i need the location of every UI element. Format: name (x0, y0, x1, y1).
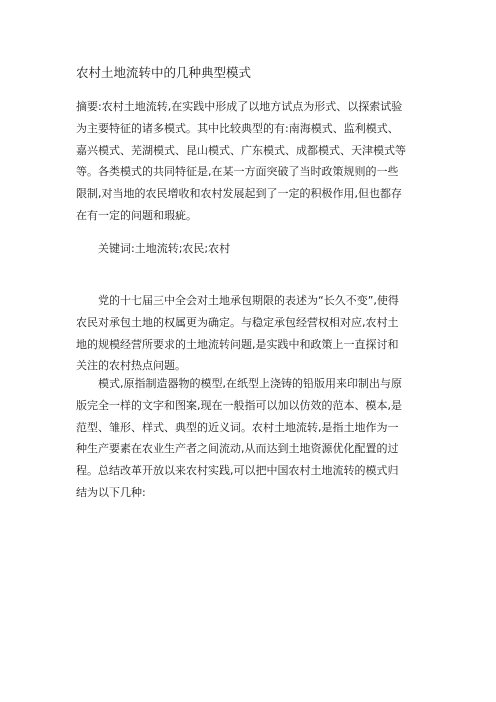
abstract-line: 等。各类模式的共同特征是,在某一方面突破了当时政策规则的一些 (76, 165, 399, 179)
paragraph-line: 党的十七届三中全会对土地承包期限的表述为“长久不变”,使得 (98, 294, 399, 307)
abstract-line: 限制,对当地的农民增收和农村发展起到了一定的积极作用,但也都存 (76, 187, 402, 201)
paragraph-line: 范型、雏形、样式、典型的近义词。农村土地流转,是指土地作为一 (76, 420, 399, 434)
paragraph-line: 种生产要素在农业生产者之间流动,从而达到土地资源优化配置的过 (76, 442, 399, 456)
document-title: 农村土地流转中的几种典型模式 (76, 65, 252, 80)
keywords-line (76, 238, 422, 260)
paragraph-line: 程。总结改革开放以来农村实践,可以把中国农村土地流转的模式归 (76, 464, 399, 478)
paragraph-line: 地的规模经营所要求的土地流转问题,是实践中和政策上一直探讨和 (76, 337, 399, 351)
paragraph-line: 模式,原指制造器物的模型,在纸型上浇铸的铅版用来印制出与原 (98, 377, 402, 390)
abstract-line: 为主要特征的诸多模式。其中比较典型的有:南海模式、监利模式、 (76, 121, 399, 135)
abstract-paragraph (76, 96, 422, 227)
paragraph-line: 版完全一样的文字和图案,现在一般指可以加以仿效的范本、模本,是 (76, 398, 402, 412)
body-paragraph-1 (76, 290, 422, 377)
keywords-text: 关键词:土地流转;农民;农村 (98, 242, 231, 255)
paragraph-line: 农民对承包土地的权属更为确定。与稳定承包经营权相对应,农村土 (76, 315, 399, 329)
abstract-line: 嘉兴模式、芜湖模式、昆山模式、广东模式、成都模式、天津模式等 (76, 143, 406, 157)
body-paragraph-2 (76, 373, 422, 504)
abstract-line: 摘要:农村土地流转,在实践中形成了以地方试点为形式、以探索试验 (76, 100, 403, 113)
abstract-line: 在有一定的问题和瑕疵。 (76, 208, 197, 222)
paragraph-line: 关注的农村热点问题。 (76, 359, 186, 373)
paragraph-line: 结为以下几种: (76, 485, 146, 499)
